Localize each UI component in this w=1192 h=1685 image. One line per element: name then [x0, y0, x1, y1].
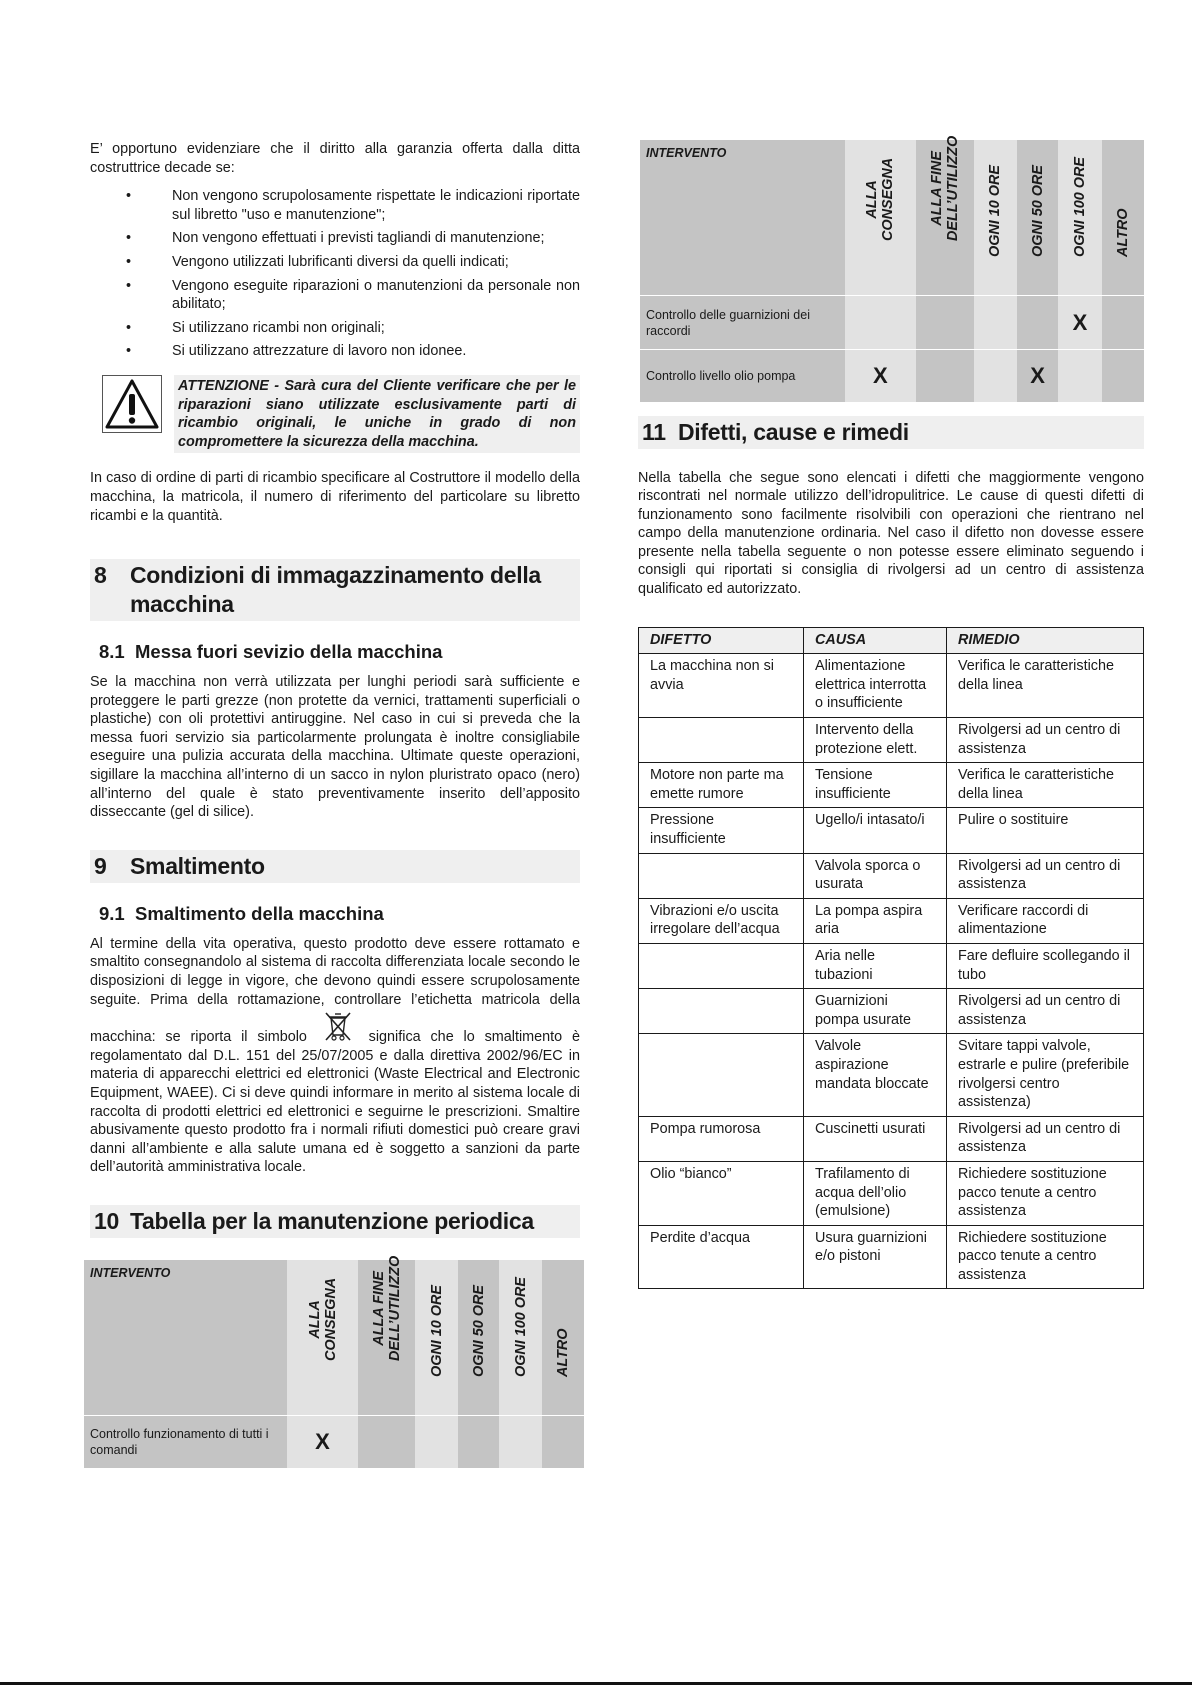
bullet-icon: •	[126, 230, 132, 247]
section-11-number: 11	[642, 418, 666, 445]
maintenance-column-header	[542, 1260, 584, 1416]
defect-cell: Vibrazioni e/o uscita irregolare dell’acqua	[639, 898, 804, 943]
warranty-condition-item	[90, 342, 580, 361]
remedy-cell: Verifica le caratteristiche della linea	[947, 763, 1144, 808]
bullet-icon: •	[126, 253, 132, 270]
maintenance-header-row	[640, 140, 1144, 296]
warning-box	[90, 375, 580, 453]
section-8-heading	[90, 559, 580, 621]
cause-cell: Usura guarnizioni e/o pistoni	[804, 1225, 947, 1289]
maintenance-mark-cell	[916, 350, 973, 402]
section-9-text-before: Al termine della vita operativa, questo prodotto deve essere rottamato e smaltito consegnandolo al sistema di raccolta differenziata locale secondo le disposizioni di legge in vigore, che devono quindi essere scrupolosamente seguite. Prima della rottamazione, controllare l’etichetta matricola della macchina: se riporta il simbolo	[90, 935, 580, 1046]
section-8-title-line1: Condizioni di immagazzinamento della	[130, 562, 541, 589]
maintenance-column-label-line: ALLA	[864, 180, 881, 219]
cause-cell: Valvola sporca o usurata	[804, 853, 947, 898]
defect-cell: Motore non parte ma emette rumore	[639, 763, 804, 808]
maintenance-column-label-line: ALLA FINE	[928, 151, 945, 226]
maintenance-mark-cell: X	[845, 350, 917, 402]
maintenance-column-header	[499, 1260, 542, 1416]
subsection-8-1-heading	[90, 641, 580, 663]
warning-triangle-icon	[102, 375, 162, 433]
section-10-heading	[90, 1205, 580, 1238]
defect-cell	[639, 718, 804, 763]
maintenance-column-header	[358, 1255, 415, 1416]
maintenance-mark-cell	[499, 1415, 542, 1468]
defect-cell	[639, 1034, 804, 1116]
remedy-cell: Richiedere sostituzione pacco tenute a centro assistenza	[947, 1225, 1144, 1289]
maintenance-column-header	[1058, 140, 1101, 296]
defects-row	[639, 1034, 1144, 1116]
subsection-8-1-number: 8.1	[99, 641, 125, 663]
section-8-title-line2: macchina	[130, 591, 234, 618]
remedy-cell: Rivolgersi ad un centro di assistenza	[947, 1116, 1144, 1161]
maintenance-column-header	[1102, 140, 1144, 296]
defects-row	[639, 898, 1144, 943]
maintenance-mark-cell	[1102, 296, 1144, 350]
maintenance-column-label-line: OGNI 100 ORE	[1071, 157, 1088, 257]
maintenance-row	[84, 1415, 584, 1468]
bullet-icon: •	[126, 277, 132, 294]
crossed-bin-icon	[321, 1009, 355, 1043]
warranty-condition-item	[90, 187, 580, 224]
section-8-text: Se la macchina non verrà utilizzata per lunghi periodi sarà sufficiente e proteggere le parti grezze (non protette da vernici, trattamenti superficiali o plastiche) con oli protettivi antiruggine. Nel caso in cui si preveda che la messa fuori servizio sia particolarmente prolungata è inoltre consigliabile eseguire una pulizia accurata della macchina. Ultimate queste operazioni, sigillare la macchina all’interno di un sacco in nylon pluristrato opaco (nero) all’interno del quale è stato preventivamente inserito dell’apposito disseccante (gel di silice).	[90, 674, 580, 821]
maintenance-column-header	[974, 140, 1017, 296]
remedy-cell: Rivolgersi ad un centro di assistenza	[947, 853, 1144, 898]
maintenance-mark-cell	[974, 350, 1017, 402]
defects-row	[639, 654, 1144, 718]
maintenance-mark-cell: X	[287, 1415, 358, 1468]
defect-cell	[639, 989, 804, 1034]
section-11-text: Nella tabella che segue sono elencati i difetti che maggiormente vengono riscontrati nel normale utilizzo dell’idropulitrice. Le cause di questi difetti di funzionamento sono facilmente risolvibili con operazioni che rientrano nel campo della manutenzione ordinaria. Nel caso il difetto non dovesse essere presente nella tabella seguente o non potesse essere eliminato seguendo i consigli qui riportati si consiglia di rivolgersi ad un centro di assistenza qualificato ed autorizzato.	[638, 469, 1144, 598]
subsection-9-1-title: Smaltimento della macchina	[135, 902, 384, 924]
maintenance-column-label-line: ALLA FINE	[370, 1271, 387, 1346]
defects-table	[638, 627, 1144, 1290]
maintenance-row-label: Controllo delle guarnizioni dei raccordi	[640, 296, 845, 350]
maintenance-column-label	[987, 165, 1003, 257]
defects-header-cell: RIMEDIO	[947, 627, 1144, 654]
maintenance-column-label-line: OGNI 10 ORE	[987, 165, 1004, 257]
maintenance-mark-cell	[358, 1415, 415, 1468]
maintenance-column-label-line: ALTRO	[555, 1328, 571, 1377]
bullet-icon: •	[126, 319, 132, 336]
cause-cell: Aria nelle tubazioni	[804, 943, 947, 988]
maintenance-header-row	[84, 1260, 584, 1416]
warranty-condition-item	[90, 277, 580, 314]
subsection-8-1-title: Messa fuori sevizio della macchina	[135, 641, 443, 663]
cause-cell: Trafilamento di acqua dell’olio (emulsione)	[804, 1161, 947, 1225]
remedy-cell: Rivolgersi ad un centro di assistenza	[947, 718, 1144, 763]
maintenance-row	[640, 296, 1144, 350]
maintenance-mark-cell	[415, 1415, 458, 1468]
maintenance-column-label-line: CONSEGNA	[880, 157, 897, 241]
right-column	[638, 135, 1144, 1289]
maintenance-header-label: INTERVENTO	[84, 1260, 287, 1416]
maintenance-mark-cell	[974, 296, 1017, 350]
maintenance-column-header	[845, 140, 917, 296]
cause-cell: Cuscinetti usurati	[804, 1116, 947, 1161]
maintenance-column-label	[1115, 209, 1131, 258]
maintenance-column-header	[916, 135, 973, 296]
spare-parts-text: In caso di ordine di parti di ricambio specificare al Costruttore il modello della macchina, la matricola, il numero di riferimento del particolare su libretto ricambi e la quantità.	[90, 470, 580, 524]
defect-cell: Perdite d’acqua	[639, 1225, 804, 1289]
maintenance-column-label	[429, 1285, 445, 1377]
defect-cell: La macchina non si avvia	[639, 654, 804, 718]
warranty-condition-text: Vengono utilizzati lubrificanti diversi da quelli indicati;	[172, 253, 509, 270]
cause-cell: Alimentazione elettrica interrotta o insufficiente	[804, 654, 947, 718]
warranty-condition-item	[90, 319, 580, 338]
defect-cell	[639, 943, 804, 988]
warranty-condition-item	[90, 229, 580, 248]
maintenance-column-label-line: OGNI 10 ORE	[428, 1285, 445, 1377]
maintenance-mark-cell	[542, 1415, 584, 1468]
maintenance-column-label-line: CONSEGNA	[322, 1277, 339, 1361]
warranty-condition-text: Vengono eseguite riparazioni o manutenzioni da personale non abilitato;	[172, 277, 580, 313]
maintenance-table-right	[640, 135, 1144, 402]
maintenance-header-label: INTERVENTO	[640, 140, 845, 296]
warranty-conditions-list	[90, 187, 580, 361]
maintenance-mark-cell	[1058, 350, 1101, 402]
defects-header-row	[639, 627, 1144, 654]
defect-cell: Pressione insufficiente	[639, 808, 804, 853]
cause-cell: La pompa aspira aria	[804, 898, 947, 943]
remedy-cell: Verifica le caratteristiche della linea	[947, 654, 1144, 718]
section-11-heading	[638, 416, 1144, 449]
defects-row	[639, 808, 1144, 853]
defects-row	[639, 1225, 1144, 1289]
remedy-cell: Rivolgersi ad un centro di assistenza	[947, 989, 1144, 1034]
maintenance-mark-cell	[1017, 296, 1058, 350]
section-9-text	[90, 935, 580, 1177]
maintenance-column-label-line: OGNI 100 ORE	[512, 1277, 529, 1377]
warranty-intro: E’ opportuno evidenziare che il diritto alla garanzia offerta dalla ditta costruttrice decade se:	[90, 141, 580, 176]
warranty-condition-item	[90, 253, 580, 272]
subsection-9-1-heading	[90, 903, 580, 925]
maintenance-table-left	[84, 1255, 584, 1468]
subsection-9-1-number: 9.1	[99, 902, 125, 924]
section-9-text-after: significa che lo smaltimento è regolamentato dal D.L. 151 del 25/07/2005 e dalla direttiva 2002/96/EC in materia di apparecchi elettrici ed elettronici (Waste Electrical and Electronic Equipment, WAEE). Ci si deve quindi informare in merito al sistema locale di raccolta di prodotti elettrici ed elettronici e seguirne le prescrizioni. Smaltire abusivamente questo prodotto fra i normali rifiuti domestici può creare gravi danni all’ambiente e alla salute umana ed è soggetto a sanzioni da parte dell’autorità amministrativa locale.	[90, 1029, 581, 1176]
maintenance-mark-cell	[458, 1415, 499, 1468]
defects-row	[639, 989, 1144, 1034]
maintenance-column-label-line: ALLA	[306, 1300, 323, 1339]
maintenance-column-label-line: OGNI 50 ORE	[470, 1285, 487, 1377]
maintenance-row	[640, 350, 1144, 402]
bullet-icon: •	[126, 343, 132, 360]
left-column	[90, 140, 580, 1468]
defects-row	[639, 1161, 1144, 1225]
maintenance-column-header	[458, 1260, 499, 1416]
maintenance-column-label-line: DELL’UTILIZZO	[386, 1255, 403, 1361]
cause-cell: Tensione insufficiente	[804, 763, 947, 808]
remedy-cell: Pulire o sostituire	[947, 808, 1144, 853]
maintenance-column-label-line: ALTRO	[1114, 208, 1131, 257]
section-10-number: 10	[94, 1207, 119, 1234]
defects-row	[639, 1116, 1144, 1161]
warranty-condition-text: Si utilizzano ricambi non originali;	[172, 319, 385, 336]
warning-text: ATTENZIONE - Sarà cura del Cliente verificare che per le riparazioni siano utilizzate esclusivamente parti di ricambio originali, le uniche in grado di non compromettere la sicurezza della macchina.	[174, 375, 580, 453]
defects-row	[639, 943, 1144, 988]
maintenance-column-label	[1030, 165, 1046, 257]
defects-row	[639, 853, 1144, 898]
defects-row	[639, 718, 1144, 763]
defects-row	[639, 763, 1144, 808]
remedy-cell: Fare defluire scollegando il tubo	[947, 943, 1144, 988]
maintenance-column-label	[929, 136, 961, 241]
maintenance-column-label	[513, 1277, 529, 1377]
maintenance-mark-cell	[1102, 350, 1144, 402]
maintenance-row-label: Controllo funzionamento di tutti i comandi	[84, 1415, 287, 1468]
maintenance-column-label-line: DELL’UTILIZZO	[944, 135, 961, 241]
maintenance-column-header	[415, 1260, 458, 1416]
defect-cell	[639, 853, 804, 898]
maintenance-column-label	[555, 1328, 571, 1377]
maintenance-column-header	[1017, 140, 1058, 296]
maintenance-mark-cell	[845, 296, 917, 350]
maintenance-mark-cell: X	[1017, 350, 1058, 402]
maintenance-column-label-line: OGNI 50 ORE	[1029, 165, 1046, 257]
maintenance-mark-cell: X	[1058, 296, 1101, 350]
maintenance-column-header	[287, 1260, 358, 1416]
section-10-title: Tabella per la manutenzione periodica	[130, 1207, 534, 1234]
defect-cell: Pompa rumorosa	[639, 1116, 804, 1161]
section-11-title: Difetti, cause e rimedi	[678, 418, 909, 445]
maintenance-column-label	[371, 1256, 403, 1361]
remedy-cell: Verificare raccordi di alimentazione	[947, 898, 1144, 943]
cause-cell: Ugello/i intasato/i	[804, 808, 947, 853]
defects-header-cell: CAUSA	[804, 627, 947, 654]
maintenance-mark-cell	[916, 296, 973, 350]
section-8-number: 8	[94, 562, 107, 589]
cause-cell: Intervento della protezione elett.	[804, 718, 947, 763]
maintenance-column-label	[471, 1285, 487, 1377]
warranty-condition-text: Si utilizzano attrezzature di lavoro non idonee.	[172, 343, 467, 360]
section-9-title: Smaltimento	[130, 852, 265, 879]
remedy-cell: Richiedere sostituzione pacco tenute a centro assistenza	[947, 1161, 1144, 1225]
maintenance-column-label	[1072, 157, 1088, 257]
warranty-condition-text: Non vengono scrupolosamente rispettate le indicazioni riportate sul libretto "uso e manutenzione";	[172, 188, 580, 223]
maintenance-row-label: Controllo livello olio pompa	[640, 350, 845, 402]
remedy-cell: Svitare tappi valvole, estrarle e pulire (preferibile rivolgersi centro assistenza)	[947, 1034, 1144, 1116]
defect-cell: Olio “bianco”	[639, 1161, 804, 1225]
cause-cell: Guarnizioni pompa usurate	[804, 989, 947, 1034]
maintenance-column-label	[307, 1278, 339, 1361]
cause-cell: Valvole aspirazione mandata bloccate	[804, 1034, 947, 1116]
bullet-icon: •	[126, 188, 132, 205]
section-9-heading	[90, 850, 580, 883]
defects-header-cell: DIFETTO	[639, 627, 804, 654]
maintenance-column-label	[864, 158, 896, 241]
section-9-number: 9	[94, 852, 107, 879]
warranty-condition-text: Non vengono effettuati i previsti tagliandi di manutenzione;	[172, 230, 545, 247]
